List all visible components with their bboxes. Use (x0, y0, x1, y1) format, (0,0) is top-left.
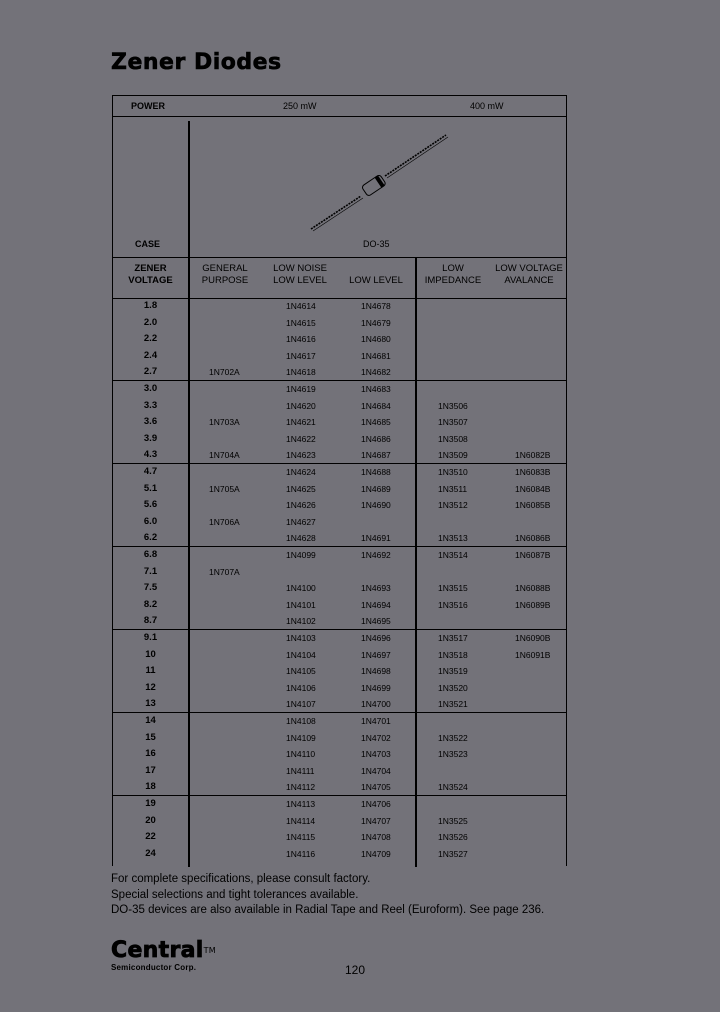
table-row (113, 730, 566, 747)
cell-low-noise-low-level: 1N4102 (286, 616, 316, 627)
cell-low-noise-low-level: 1N4620 (286, 400, 316, 411)
cell-low-level: 1N4700 (361, 699, 391, 710)
central-logo (111, 940, 216, 972)
cell-low-level: 1N4683 (361, 384, 391, 394)
cell-low-impedance: 1N3515 (438, 583, 468, 594)
table-row (113, 696, 566, 713)
cell-general-purpose: 1N703A (209, 417, 240, 428)
cell-zener-voltage: 3.6 (143, 416, 158, 428)
cell-zener-voltage: 8.2 (143, 598, 158, 610)
row-group (113, 796, 566, 864)
header-text: PURPOSE (201, 275, 249, 286)
cell-zener-voltage: 5.1 (143, 482, 158, 494)
cell-low-level: 1N4680 (361, 334, 391, 345)
cell-low-level: 1N4684 (361, 400, 391, 411)
cell-low-level: 1N4693 (361, 583, 391, 594)
cell-zener-voltage: 8.7 (143, 615, 158, 627)
table-row (113, 580, 566, 597)
cell-low-noise-low-level: 1N4099 (286, 550, 316, 560)
cell-low-noise-low-level: 1N4617 (286, 350, 316, 361)
cell-low-impedance: 1N3511 (438, 483, 468, 494)
cell-zener-voltage: 19 (145, 798, 156, 809)
cell-zener-voltage: 12 (145, 681, 156, 693)
cell-low-level: 1N4705 (361, 782, 391, 793)
cell-low-noise-low-level: 1N4112 (286, 782, 316, 793)
cell-zener-voltage: 11 (145, 665, 156, 677)
header-text: ZENER (134, 263, 167, 274)
cell-low-level: 1N4688 (361, 467, 391, 477)
cell-low-noise-low-level: 1N4614 (286, 301, 316, 311)
cell-zener-voltage: 22 (145, 831, 156, 843)
cell-low-level: 1N4694 (361, 599, 391, 610)
table-row (113, 564, 566, 581)
cell-low-voltage-avalanche: 1N6086B (515, 533, 551, 544)
cell-low-noise-low-level: 1N4627 (286, 516, 316, 527)
trademark: TM (203, 946, 216, 955)
cell-zener-voltage: 6.2 (143, 532, 158, 544)
footnotes (111, 872, 544, 919)
table-row (113, 315, 566, 332)
cell-zener-voltage: 14 (145, 715, 156, 726)
cell-low-noise-low-level: 1N4626 (286, 500, 316, 511)
package-label: DO-35 (363, 239, 390, 249)
cell-general-purpose: 1N707A (209, 566, 240, 577)
cell-low-voltage-avalanche: 1N6090B (515, 633, 551, 643)
zener-diode-table (112, 95, 567, 866)
cell-low-level: 1N4692 (361, 550, 391, 560)
cell-low-noise-low-level: 1N4105 (286, 666, 316, 677)
cell-low-noise-low-level: 1N4109 (286, 732, 316, 743)
note: DO-35 devices are also available in Radial Tape and Reel (Euroform). See page 236. (111, 904, 545, 916)
row-group (113, 381, 566, 464)
logo-wordmark (111, 940, 216, 962)
table-row (113, 779, 566, 796)
table-row (113, 447, 566, 464)
cell-low-impedance: 1N3512 (438, 500, 468, 511)
table-row (113, 663, 566, 680)
case-row (113, 116, 566, 258)
cell-low-voltage-avalanche: 1N6088B (515, 583, 551, 594)
cell-zener-voltage: 4.7 (143, 466, 158, 477)
cell-zener-voltage: 10 (145, 648, 156, 660)
cell-low-impedance: 1N3513 (438, 533, 468, 544)
header-low-impedance (418, 263, 488, 287)
cell-low-noise-low-level: 1N4628 (286, 533, 316, 544)
cell-low-noise-low-level: 1N4113 (286, 799, 316, 809)
cell-zener-voltage: 16 (145, 748, 156, 760)
cell-low-noise-low-level: 1N4106 (286, 682, 316, 693)
table-row (113, 398, 566, 415)
row-group (113, 464, 566, 547)
cell-zener-voltage: 15 (145, 731, 156, 743)
header-general-purpose (195, 263, 255, 287)
cell-low-noise-low-level: 1N4103 (286, 633, 316, 643)
cell-zener-voltage: 6.0 (143, 515, 158, 527)
cell-low-voltage-avalanche: 1N6089B (515, 599, 551, 610)
table-row (113, 613, 566, 630)
cell-zener-voltage: 7.5 (143, 582, 158, 594)
table-row (113, 331, 566, 348)
cell-zener-voltage: 7.1 (143, 565, 158, 577)
cell-low-impedance: 1N3522 (438, 732, 468, 743)
power-250mw: 250 mW (283, 101, 317, 111)
cell-zener-voltage: 2.0 (143, 316, 158, 328)
cell-low-noise-low-level: 1N4114 (286, 815, 316, 826)
header-low-level: LOW LEVEL (349, 275, 403, 286)
cell-low-level: 1N4696 (361, 633, 391, 643)
row-group (113, 630, 566, 713)
cell-low-noise-low-level: 1N4100 (286, 583, 316, 594)
table-row (113, 796, 566, 813)
cell-zener-voltage: 17 (145, 764, 156, 776)
cell-low-level: 1N4686 (361, 433, 391, 444)
cell-low-noise-low-level: 1N4101 (286, 599, 316, 610)
cell-general-purpose: 1N702A (209, 367, 240, 378)
cell-low-impedance: 1N3516 (438, 599, 468, 610)
cell-low-level: 1N4699 (361, 682, 391, 693)
header-text: GENERAL (202, 263, 248, 274)
cell-low-voltage-avalanche: 1N6091B (515, 649, 551, 660)
do35-diode-icon (303, 124, 463, 234)
logo-subtitle: Semiconductor Corp. (111, 963, 197, 972)
cell-low-noise-low-level: 1N4115 (286, 832, 316, 843)
cell-zener-voltage: 9.1 (143, 632, 158, 643)
header-low-voltage-avalanche (491, 263, 567, 287)
cell-low-level: 1N4679 (361, 317, 391, 328)
cell-low-impedance: 1N3508 (438, 433, 468, 444)
cell-low-noise-low-level: 1N4616 (286, 334, 316, 345)
table-row (113, 414, 566, 431)
logo-name: Central (111, 938, 204, 963)
table-row (113, 481, 566, 498)
cell-low-impedance: 1N3520 (438, 682, 468, 693)
header-text: LOW VOLTAGE (495, 263, 563, 274)
cell-low-impedance: 1N3518 (438, 649, 468, 660)
table-row (113, 514, 566, 531)
column-header-row (113, 257, 566, 299)
cell-general-purpose: 1N704A (209, 450, 240, 461)
cell-general-purpose: 1N706A (209, 516, 240, 527)
case-label: CASE (135, 239, 161, 249)
header-text: AVALANCE (504, 275, 554, 286)
page-number: 120 (345, 963, 366, 977)
cell-zener-voltage: 6.8 (143, 549, 158, 560)
table-row (113, 813, 566, 830)
power-400mw: 400 mW (470, 101, 504, 111)
power-label: POWER (131, 101, 166, 111)
cell-low-level: 1N4698 (361, 666, 391, 677)
cell-low-noise-low-level: 1N4108 (286, 716, 316, 726)
divider (188, 121, 190, 257)
cell-zener-voltage: 4.3 (143, 449, 158, 461)
cell-low-impedance: 1N3523 (438, 749, 468, 760)
power-row (113, 96, 566, 117)
cell-general-purpose: 1N705A (209, 483, 240, 494)
table-row (113, 431, 566, 448)
cell-low-level: 1N4706 (361, 799, 391, 809)
cell-low-impedance: 1N3521 (438, 699, 468, 710)
cell-low-noise-low-level: 1N4622 (286, 433, 316, 444)
cell-low-impedance: 1N3517 (438, 633, 468, 643)
table-body (113, 298, 566, 864)
cell-low-impedance: 1N3507 (438, 417, 468, 428)
cell-low-level: 1N4678 (361, 301, 391, 311)
cell-zener-voltage: 2.4 (143, 349, 158, 361)
cell-low-impedance: 1N3514 (438, 550, 468, 560)
table-row (113, 846, 566, 863)
table-row (113, 597, 566, 614)
cell-low-noise-low-level: 1N4111 (286, 765, 315, 776)
cell-zener-voltage: 1.8 (143, 300, 158, 311)
cell-low-level: 1N4707 (361, 815, 391, 826)
cell-low-noise-low-level: 1N4110 (286, 749, 316, 760)
cell-low-level: 1N4687 (361, 450, 391, 461)
cell-low-noise-low-level: 1N4104 (286, 649, 316, 660)
table-row (113, 530, 566, 547)
cell-low-voltage-avalanche: 1N6085B (515, 500, 551, 511)
table-row (113, 547, 566, 564)
cell-low-level: 1N4695 (361, 616, 391, 627)
header-text: VOLTAGE (128, 275, 173, 286)
header-text: LOW NOISE (273, 263, 327, 274)
cell-low-impedance: 1N3525 (438, 815, 468, 826)
cell-low-level: 1N4685 (361, 417, 391, 428)
cell-low-voltage-avalanche: 1N6084B (515, 483, 551, 494)
cell-low-noise-low-level: 1N4619 (286, 384, 316, 394)
cell-zener-voltage: 3.0 (143, 383, 158, 394)
cell-low-level: 1N4701 (361, 716, 391, 726)
cell-low-level: 1N4704 (361, 765, 391, 776)
table-row (113, 647, 566, 664)
cell-low-impedance: 1N3524 (438, 782, 468, 793)
header-low-noise (265, 263, 335, 287)
cell-low-level: 1N4690 (361, 500, 391, 511)
table-row (113, 746, 566, 763)
table-row (113, 464, 566, 481)
header-text: LOW (442, 263, 464, 274)
cell-zener-voltage: 18 (145, 781, 156, 793)
table-row (113, 713, 566, 730)
note: For complete specifications, please consult factory. (111, 873, 371, 885)
header-text: LOW LEVEL (273, 275, 327, 286)
cell-zener-voltage: 3.3 (143, 399, 158, 411)
page-title: Zener Diodes (111, 50, 282, 75)
cell-low-voltage-avalanche: 1N6083B (515, 467, 551, 477)
table-row (113, 763, 566, 780)
cell-zener-voltage: 13 (145, 698, 156, 710)
cell-low-voltage-avalanche: 1N6082B (515, 450, 551, 461)
cell-zener-voltage: 20 (145, 814, 156, 826)
cell-low-noise-low-level: 1N4116 (286, 848, 316, 859)
cell-zener-voltage: 2.2 (143, 333, 158, 345)
table-row (113, 497, 566, 514)
note: Special selections and tight tolerances available. (111, 888, 359, 901)
row-group (113, 547, 566, 630)
cell-low-level: 1N4697 (361, 649, 391, 660)
table-row (113, 364, 566, 381)
cell-low-level: 1N4708 (361, 832, 391, 843)
cell-low-level: 1N4691 (361, 533, 391, 544)
cell-zener-voltage: 24 (145, 847, 156, 859)
cell-low-impedance: 1N3509 (438, 450, 468, 461)
cell-zener-voltage: 3.9 (143, 432, 158, 444)
cell-low-impedance: 1N3527 (438, 848, 468, 859)
cell-low-impedance: 1N3506 (438, 400, 468, 411)
cell-low-level: 1N4703 (361, 749, 391, 760)
cell-zener-voltage: 2.7 (143, 366, 158, 378)
cell-zener-voltage: 5.6 (143, 499, 158, 511)
cell-low-noise-low-level: 1N4624 (286, 467, 316, 477)
table-row (113, 630, 566, 647)
header-text: IMPEDANCE (424, 275, 482, 286)
table-row (113, 381, 566, 398)
cell-low-noise-low-level: 1N4618 (286, 367, 316, 378)
cell-low-level: 1N4702 (361, 732, 391, 743)
cell-low-level: 1N4689 (361, 483, 391, 494)
table-row (113, 829, 566, 846)
cell-low-noise-low-level: 1N4107 (286, 699, 316, 710)
cell-low-impedance: 1N3526 (438, 832, 468, 843)
table-row (113, 298, 566, 315)
cell-low-level: 1N4682 (361, 367, 391, 378)
cell-low-noise-low-level: 1N4625 (286, 483, 316, 494)
cell-low-noise-low-level: 1N4621 (286, 417, 316, 428)
cell-low-noise-low-level: 1N4615 (286, 317, 316, 328)
header-zener-voltage (113, 263, 188, 287)
row-group (113, 713, 566, 796)
table-row (113, 680, 566, 697)
row-group (113, 298, 566, 381)
cell-low-impedance: 1N3519 (438, 666, 468, 677)
table-row (113, 348, 566, 365)
cell-low-noise-low-level: 1N4623 (286, 450, 316, 461)
cell-low-level: 1N4709 (361, 848, 391, 859)
cell-low-level: 1N4681 (361, 350, 391, 361)
cell-low-voltage-avalanche: 1N6087B (515, 550, 551, 560)
cell-low-impedance: 1N3510 (438, 467, 468, 477)
